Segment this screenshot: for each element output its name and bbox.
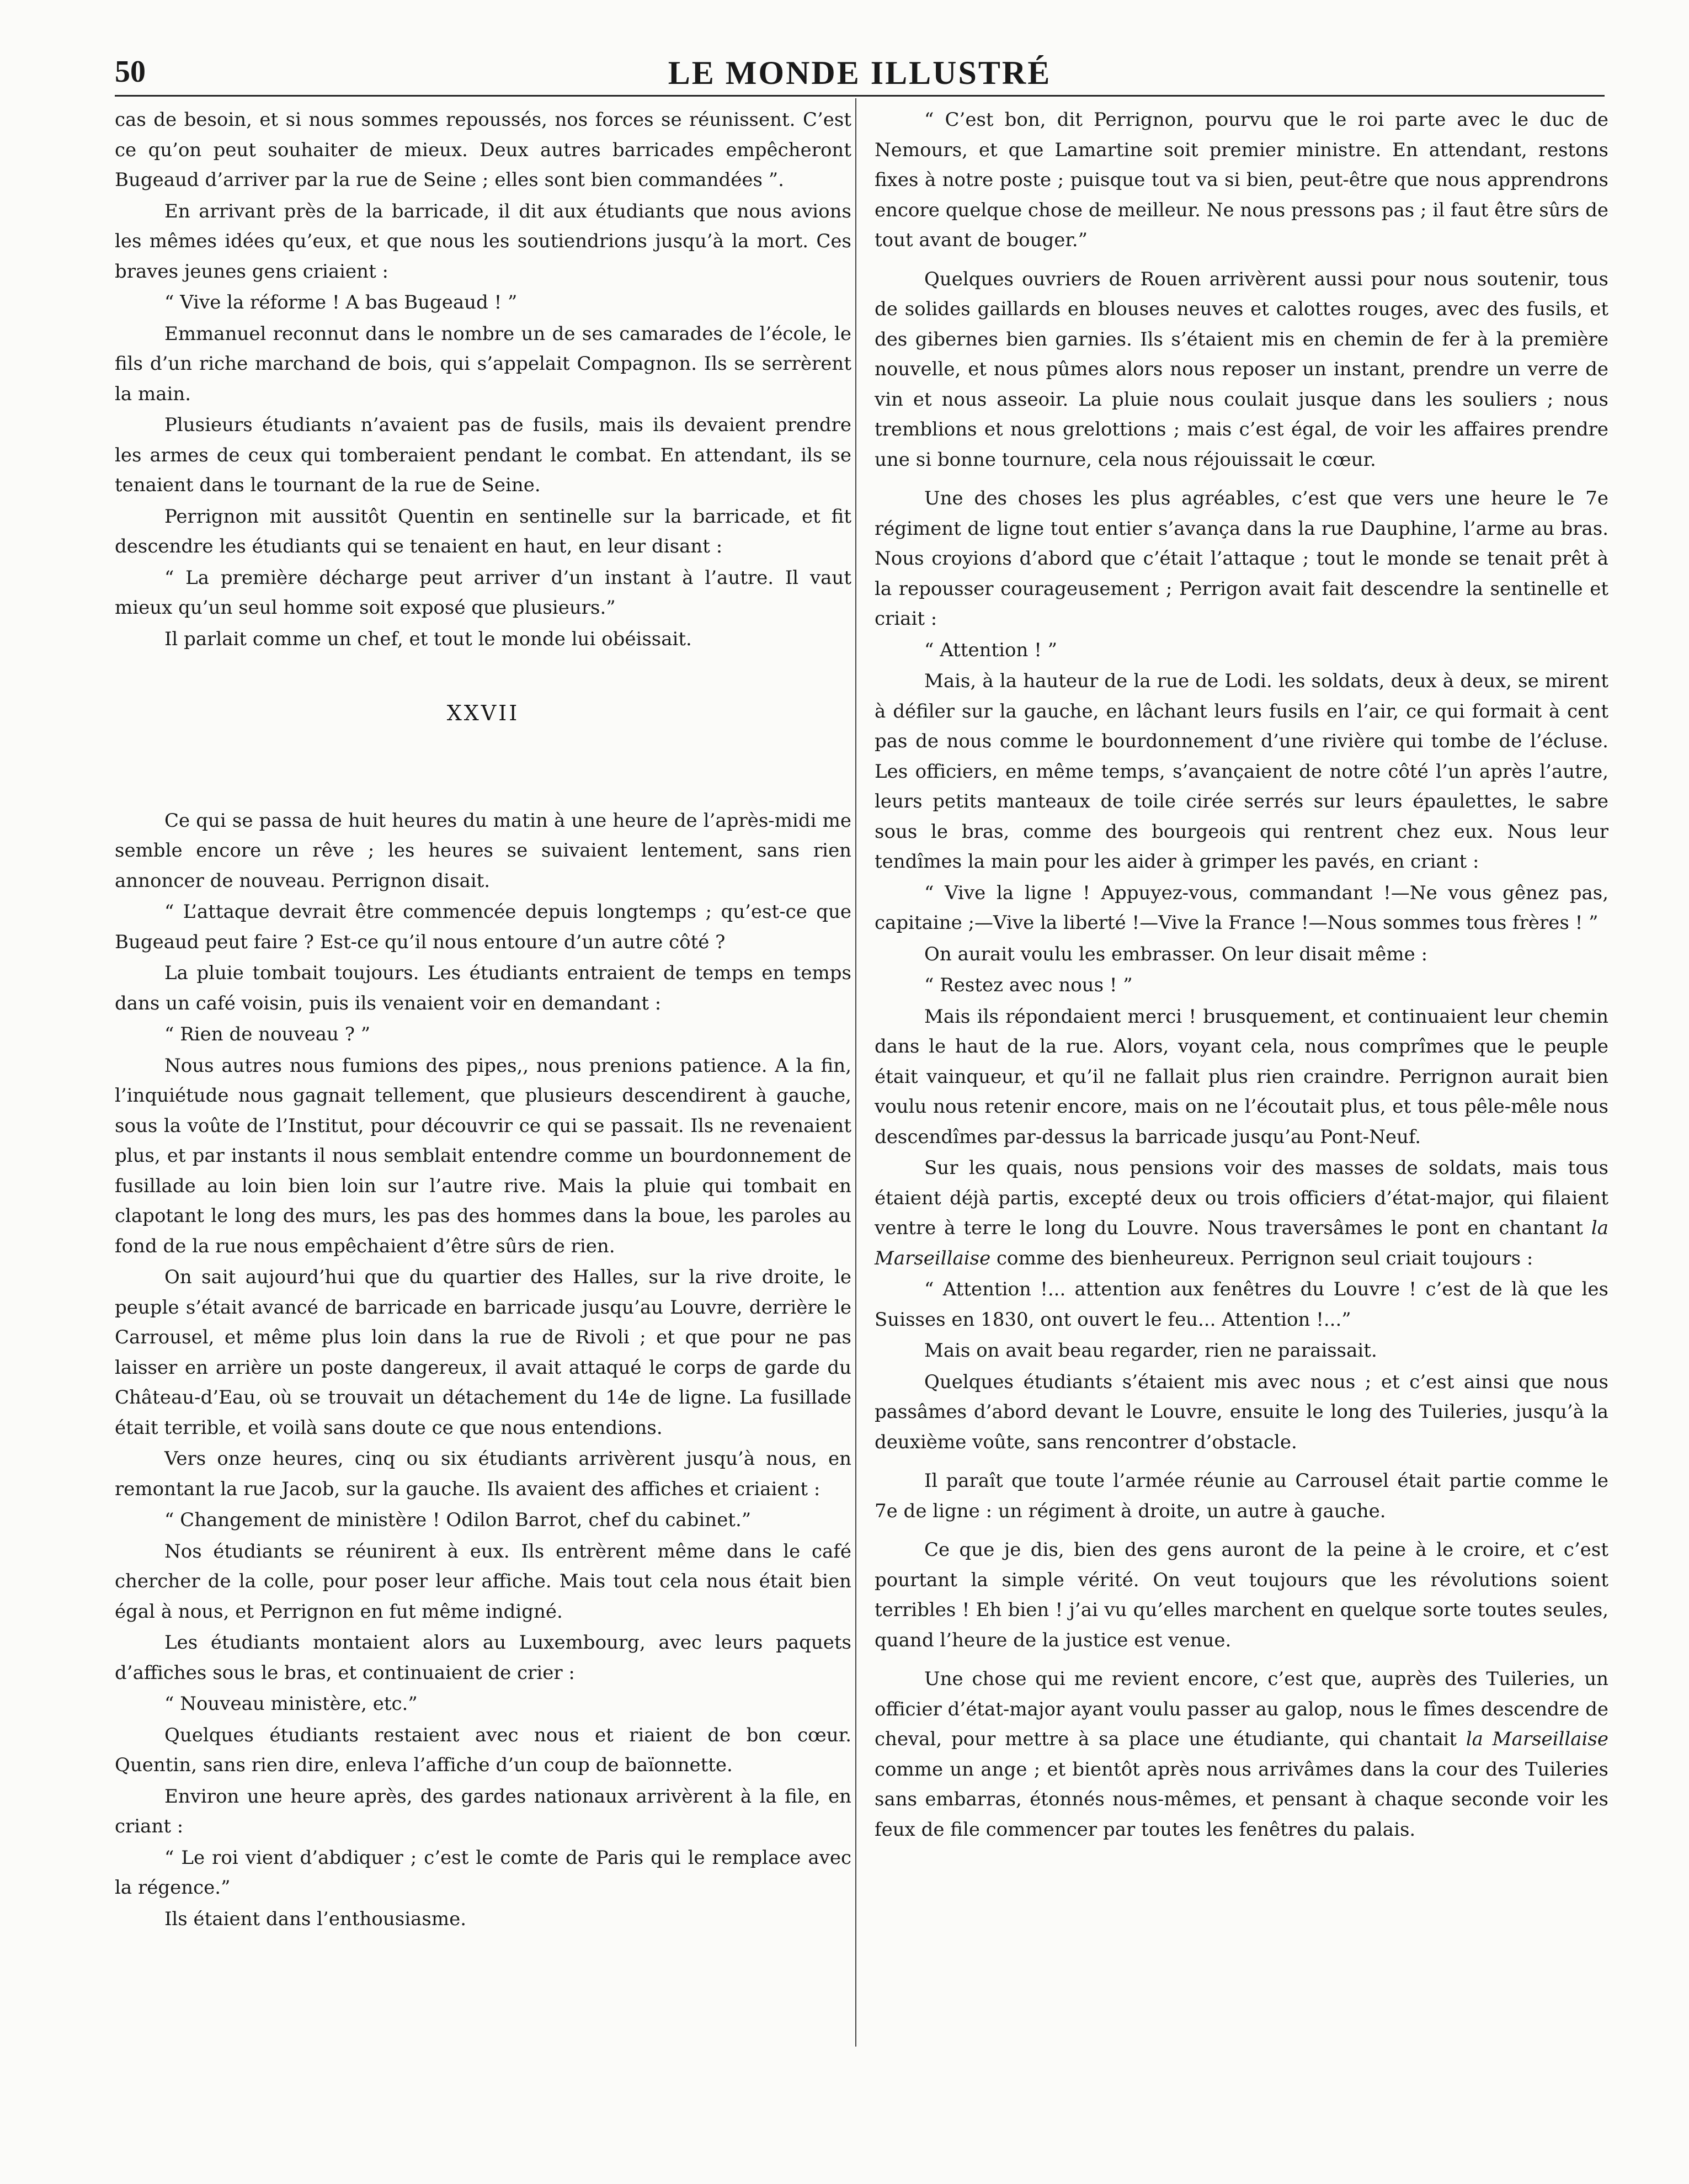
paragraph: cas de besoin, et si nous sommes repoussés, nos forces se réunissent. C’est ce qu’on peut souhaiter de mieux. Deux autres barricades empêcheront Bugeaud d’arriver par la rue de Seine ; elles sont bien commandées ”.: [115, 109, 851, 191]
quote: “ Restez avec nous ! ”: [924, 974, 1133, 996]
song-title: la Marseillaise: [1466, 1728, 1608, 1750]
paragraph: Mais on avait beau regarder, rien ne paraissait.: [924, 1340, 1377, 1362]
paragraph: Il parlait comme un chef, et tout le monde lui obéissait.: [164, 628, 692, 650]
paragraph: [875, 1153, 1608, 1273]
quote: “ Attention ! ”: [924, 639, 1058, 661]
page-number: 50: [115, 55, 146, 89]
paragraph: Ce qui se passa de huit heures du matin à une heure de l’après-midi me semble encore un rêve ; les heures se suivaient lentement, sans rien annoncer de nouveau. Perrignon disait.: [115, 809, 851, 892]
paragraph: Mais ils répondaient merci ! brusquement, et continuaient leur chemin dans le haut de la rue. Alors, voyant cela, nous comprîmes que le peuple était vainqueur, et qu’il ne fallait plus rien craindre. Perrignon aurait bien voulu nous retenir encore, mais on ne l’écoutait plus, et tous pêle-mêle nous descendîmes par-dessus la barricade jusqu’au Pont-Neuf.: [875, 1005, 1608, 1148]
left-column: [115, 105, 851, 1935]
quote: “ Vive la ligne ! Appuyez-vous, commandant !—Ne vous gênez pas, capitaine ;—Vive la liberté !—Vive la France !—Nous sommes tous frères ! ”: [875, 881, 1608, 934]
paragraph: Nos étudiants se réunirent à eux. Ils entrèrent même dans le café chercher de la colle, pour poser leur affiche. Mais tout cela nous était bien égal à nous, et Perrignon en fut même indigné.: [115, 1540, 851, 1623]
text-run: Sur les quais, nous pensions voir des masses de soldats, mais tous étaient déjà partis, excepté deux ou trois officiers d’état-major, qui filaient ventre à terre le long du Louvre. Nous traversâmes le pont en chantant: [875, 1157, 1608, 1239]
paragraph: En arrivant près de la barricade, il dit aux étudiants que nous avions les mêmes idées qu’eux, et que nous les soutiendrions jusqu’à la mort. Ces braves jeunes gens criaient :: [115, 200, 851, 283]
header-rule: [115, 95, 1605, 97]
paragraph: On aurait voulu les embrasser. On leur disait même :: [924, 943, 1428, 965]
right-column: [875, 105, 1608, 1846]
column-divider: [855, 98, 856, 2047]
paragraph: Ils étaient dans l’enthousiasme.: [164, 1907, 467, 1930]
paragraph: On sait aujourd’hui que du quartier des Halles, sur la rive droite, le peuple s’était avancé de barricade en barricade jusqu’au Louvre, derrière le Carrousel, et même plus loin dans la rue de Rivoli ; et que pour ne pas laisser en arrière un poste dangereux, il avait attaqué le corps de garde du Château-d’Eau, où se trouvait un détachement du 14e de ligne. La fusillade était terrible, et voilà sans doute ce que nous entendions.: [115, 1266, 851, 1439]
paragraph: [875, 1664, 1608, 1845]
quote: “ L’attaque devrait être commencée depuis longtemps ; qu’est-ce que Bugeaud peut faire ? Est-ce qu’il nous entoure d’un autre côté ?: [115, 901, 851, 953]
paragraph: Environ une heure après, des gardes nationaux arrivèrent à la file, en criant :: [115, 1785, 851, 1837]
paragraph: Une des choses les plus agréables, c’est que vers une heure le 7e régiment de ligne tout entier s’avança dans la rue Dauphine, l’arme au bras. Nous croyions d’abord que c’était l’attaque ; tout le monde se tenait prêt à la repousser courageusement ; Perrigon avait fait descendre la sentinelle et criait :: [875, 487, 1608, 630]
quote: “ Rien de nouveau ? ”: [164, 1023, 371, 1045]
quote: “ La première décharge peut arriver d’un instant à l’autre. Il vaut mieux qu’un seul homme soit exposé que plusieurs.”: [115, 566, 851, 619]
paragraph: Les étudiants montaient alors au Luxembourg, avec leurs paquets d’affiches sous le bras, et continuaient de crier :: [115, 1632, 851, 1684]
paragraph: Quelques ouvriers de Rouen arrivèrent aussi pour nous soutenir, tous de solides gaillards en blouses neuves et calottes rouges, avec des fusils, et des gibernes bien garnies. Ils s’étaient mis en chemin de fer à la première nouvelle, et nous pûmes alors nous reposer un instant, prendre un verre de vin et nous asseoir. La pluie nous coulait jusque dans les souliers ; nous tremblions et nous grelottions ; mais c’est égal, de voir les affaires prendre une si bonne tournure, cela nous réjouissait le cœur.: [875, 268, 1608, 471]
text-run: Une chose qui me revient encore, c’est que, auprès des Tuileries, un officier d’état-major ayant voulu passer au galop, nous le fîmes descendre de cheval, pour mettre à sa place une étudiante, qui chantait: [875, 1668, 1608, 1750]
quote: “ C’est bon, dit Perrignon, pourvu que le roi parte avec le duc de Nemours, et que Lamartine soit premier ministre. En attendant, restons fixes à notre poste ; puisque tout va si bien, peut-être que nous apprendrons encore quelque chose de meilleur. Ne nous pressons pas ; il faut être sûrs de tout avant de bouger.”: [875, 109, 1608, 251]
text-run: comme des bienheureux. Perrignon seul criait toujours :: [990, 1247, 1533, 1269]
paragraph: Mais, à la hauteur de la rue de Lodi. les soldats, deux à deux, se mirent à défiler sur la gauche, en lâchant leurs fusils en l’air, ce qui formait à cent pas de nous comme le bourdonnement d’une rivière qui tombe de l’écluse. Les officiers, en même temps, s’avançaient de notre côté l’un après l’autre, leurs petits manteaux de toile cirée serrés sur leurs épaulettes, le sabre sous le bras, comme des bourgeois qui rentrent chez eux. Nous leur tendîmes la main pour les aider à grimper les pavés, en criant :: [875, 670, 1608, 873]
running-title: LE MONDE ILLUSTRÉ: [668, 55, 1052, 91]
paragraph: Emmanuel reconnut dans le nombre un de ses camarades de l’école, le fils d’un riche marchand de bois, qui s’appelait Compagnon. Ils se serrèrent la main.: [115, 322, 851, 405]
paragraph: Plusieurs étudiants n’avaient pas de fusils, mais ils devaient prendre les armes de ceux qui tomberaient pendant le combat. En attendant, ils se tenaient dans le tournant de la rue de Seine.: [115, 414, 851, 496]
paragraph: Ce que je dis, bien des gens auront de la peine à le croire, et c’est pourtant la simple vérité. On veut toujours que les révolutions soient terribles ! Eh bien ! j’ai vu qu’elles marchent en quelque sorte toutes seules, quand l’heure de la justice est venue.: [875, 1539, 1608, 1651]
paragraph: Vers onze heures, cinq ou six étudiants arrivèrent jusqu’à nous, en remontant la rue Jacob, sur la gauche. Ils avaient des affiches et criaient :: [115, 1448, 851, 1500]
paragraph: La pluie tombait toujours. Les étudiants entraient de temps en temps dans un café voisin, puis ils venaient voir en demandant :: [115, 962, 851, 1014]
text-run: comme un ange ; et bientôt après nous arrivâmes dans la cour des Tuileries sans embarras, étonnés nous-mêmes, et pensant à chaque seconde voir les feux de file commencer par toutes les fenêtres du palais.: [875, 1758, 1608, 1841]
chapter-heading: XXVII: [446, 701, 520, 725]
paragraph: Nous autres nous fumions des pipes,, nous prenions patience. A la fin, l’inquiétude nous gagnait tellement, que plusieurs descendirent à gauche, sous la voûte de l’Institut, pour découvrir ce qui se passait. Ils ne revenaient plus, et par instants il nous semblait entendre comme un bourdonnement de fusillade au loin bien loin sur l’autre rive. Mais la pluie qui tombait en clapotant le long des murs, les pas des hommes dans la boue, les paroles au fond de la rue nous empêchaient d’être sûrs de rien.: [115, 1054, 851, 1257]
paragraph: Il paraît que toute l’armée réunie au Carrousel était partie comme le 7e de ligne : un régiment à droite, un autre à gauche.: [875, 1470, 1608, 1522]
song-title: la Marseillaise: [875, 1217, 1608, 1269]
quote: “ Le roi vient d’abdiquer ; c’est le comte de Paris qui le remplace avec la régence.”: [115, 1846, 851, 1899]
quote: “ Nouveau ministère, etc.”: [164, 1693, 418, 1715]
paragraph: Perrignon mit aussitôt Quentin en sentinelle sur la barricade, et fit descendre les étudiants qui se tenaient en haut, en leur disant :: [115, 505, 851, 557]
paragraph: Quelques étudiants restaient avec nous et riaient de bon cœur. Quentin, sans rien dire, enleva l’affiche d’un coup de baïonnette.: [115, 1724, 851, 1776]
quote: “ Changement de ministère ! Odilon Barrot, chef du cabinet.”: [164, 1509, 752, 1531]
paragraph: Quelques étudiants s’étaient mis avec nous ; et c’est ainsi que nous passâmes d’abord devant le Louvre, ensuite le long des Tuileries, jusqu’à la deuxième voûte, sans rencontrer d’obstacle.: [875, 1370, 1608, 1453]
quote: “ Attention !... attention aux fenêtres du Louvre ! c’est de là que les Suisses en 1830, ont ouvert le feu... Attention !...”: [875, 1278, 1608, 1331]
page-header: [115, 54, 1605, 93]
quote: “ Vive la réforme ! A bas Bugeaud ! ”: [164, 291, 518, 313]
